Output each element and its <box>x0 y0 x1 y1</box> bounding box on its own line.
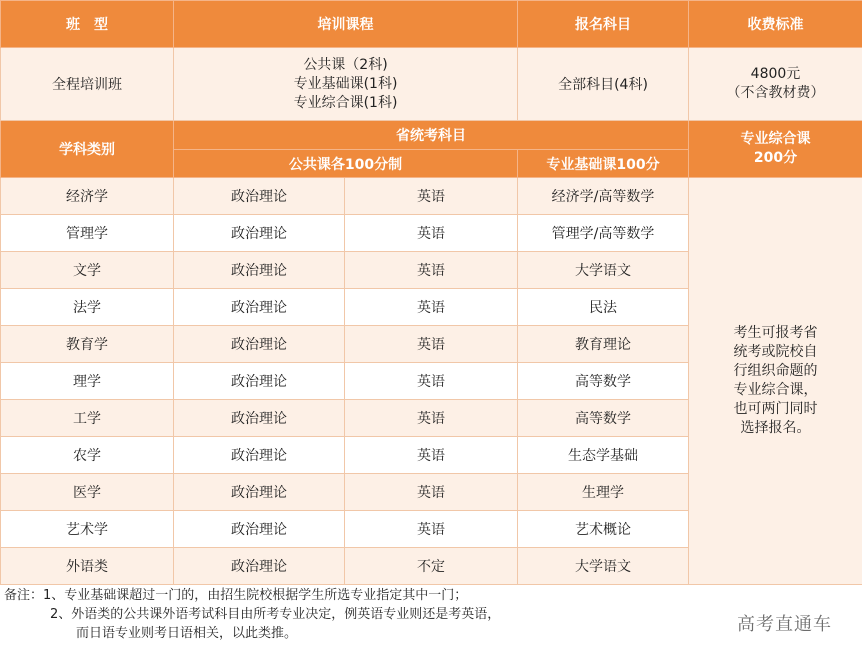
row-basic-course: 生理学 <box>518 474 689 511</box>
row-category: 工学 <box>1 400 174 437</box>
row-basic-course: 高等数学 <box>518 363 689 400</box>
row-basic-course: 生态学基础 <box>518 437 689 474</box>
row-category: 艺术学 <box>1 511 174 548</box>
row-politics: 政治理论 <box>174 289 345 326</box>
remarks <box>0 585 862 659</box>
header-row <box>1 1 862 48</box>
header-subjects: 报名科目 <box>518 1 689 48</box>
row-politics: 政治理论 <box>174 363 345 400</box>
row-politics: 政治理论 <box>174 326 345 363</box>
header-category: 学科类别 <box>1 121 174 178</box>
remark-line-1: 备注：1、专业基础课超过一门的，由招生院校根据学生所选专业指定其中一门； <box>4 588 468 603</box>
row-foreign-language: 英语 <box>345 326 518 363</box>
header-comprehensive-score: 200分 <box>753 150 798 166</box>
row-foreign-language: 英语 <box>345 400 518 437</box>
row-category: 医学 <box>1 474 174 511</box>
row-politics: 政治理论 <box>174 400 345 437</box>
header-unified-exam: 省统考科目 <box>174 121 689 150</box>
row-category: 管理学 <box>1 215 174 252</box>
course-public: 公共课（2科) <box>303 56 388 73</box>
remark-line-2: 2、外语类的公共课外语考试科目由所考专业决定，例英语专业则还是考英语， <box>50 607 501 622</box>
row-foreign-language: 英语 <box>345 289 518 326</box>
row-basic-course: 教育理论 <box>518 326 689 363</box>
course-comprehensive: 专业综合课(1科) <box>293 94 398 111</box>
row-politics: 政治理论 <box>174 252 345 289</box>
enroll-subjects: 全部科目(4科) <box>518 48 689 121</box>
row-politics: 政治理论 <box>174 548 345 585</box>
row-category: 法学 <box>1 289 174 326</box>
header-comprehensive-title: 专业综合课 <box>740 131 811 147</box>
subheader-row-1 <box>1 121 862 150</box>
fee-amount: 4800元 <box>750 66 801 82</box>
header-course: 培训课程 <box>174 1 518 48</box>
watermark-logo-text: 高考直通车 <box>737 614 832 635</box>
row-foreign-language: 英语 <box>345 437 518 474</box>
row-politics: 政治理论 <box>174 215 345 252</box>
class-name: 全程培训班 <box>1 48 174 121</box>
row-foreign-language: 英语 <box>345 511 518 548</box>
row-basic-course: 高等数学 <box>518 400 689 437</box>
row-category: 经济学 <box>1 178 174 215</box>
row-category: 理学 <box>1 363 174 400</box>
row-foreign-language: 英语 <box>345 474 518 511</box>
row-basic-course: 民法 <box>518 289 689 326</box>
row-foreign-language: 英语 <box>345 363 518 400</box>
remark-line-3: 而日语专业则考日语相关，以此类推。 <box>76 626 298 641</box>
row-category: 农学 <box>1 437 174 474</box>
row-foreign-language: 英语 <box>345 215 518 252</box>
header-class-type: 班 型 <box>1 1 174 48</box>
row-foreign-language: 不定 <box>345 548 518 585</box>
header-basic-course: 专业基础课100分 <box>518 150 689 178</box>
row-category: 文学 <box>1 252 174 289</box>
header-public-course: 公共课各100分制 <box>174 150 518 178</box>
row-politics: 政治理论 <box>174 178 345 215</box>
fee-cell <box>689 48 862 121</box>
row-politics: 政治理论 <box>174 437 345 474</box>
row-category: 外语类 <box>1 548 174 585</box>
fee-note: （不含教材费） <box>726 85 825 101</box>
row-foreign-language: 英语 <box>345 252 518 289</box>
row-foreign-language: 英语 <box>345 178 518 215</box>
table-row <box>1 178 862 215</box>
course-list <box>174 48 518 121</box>
row-basic-course: 大学语文 <box>518 548 689 585</box>
row-politics: 政治理论 <box>174 474 345 511</box>
row-basic-course: 大学语文 <box>518 252 689 289</box>
course-basic: 专业基础课(1科) <box>293 75 398 92</box>
row-basic-course: 经济学/高等数学 <box>518 178 689 215</box>
row-basic-course: 艺术概论 <box>518 511 689 548</box>
row-category: 教育学 <box>1 326 174 363</box>
header-fee: 收费标准 <box>689 1 862 48</box>
comprehensive-course-note <box>689 178 862 585</box>
header-comprehensive <box>689 121 862 178</box>
row-basic-course: 管理学/高等数学 <box>518 215 689 252</box>
info-row <box>1 48 862 121</box>
row-politics: 政治理论 <box>174 511 345 548</box>
comprehensive-note-text: 考生可报考省统考或院校自行组织命题的专业综合课，也可两门同时选择报名。 <box>733 325 818 436</box>
